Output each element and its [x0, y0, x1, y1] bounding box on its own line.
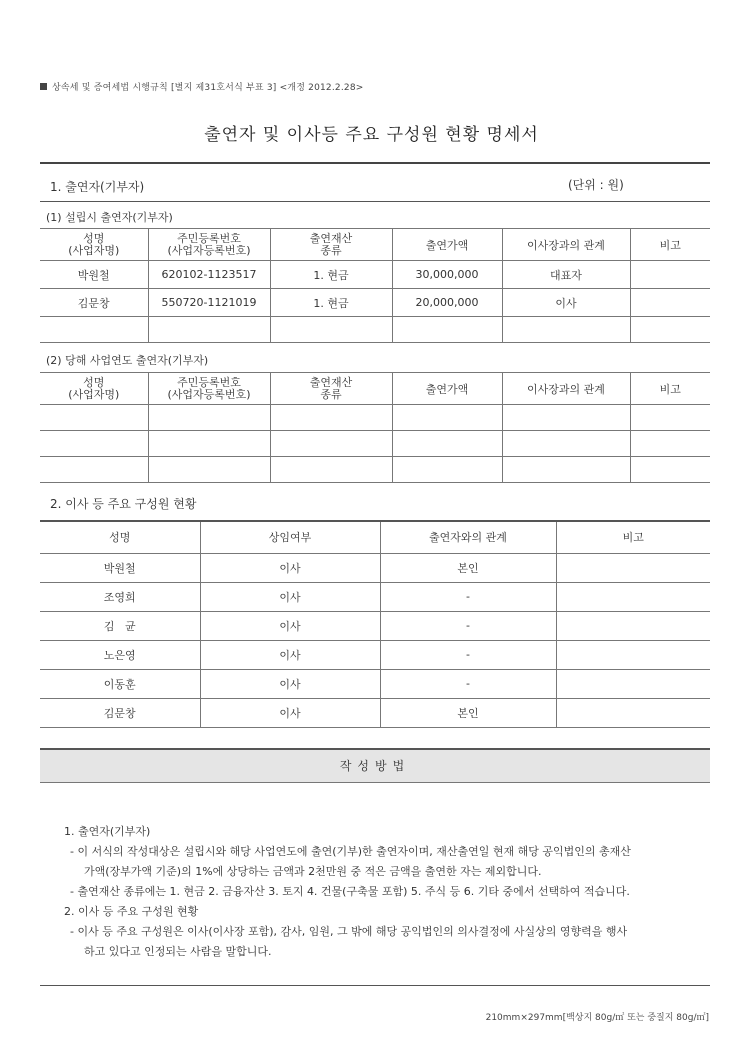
cell: 이동훈	[40, 669, 200, 698]
header-cell: 비고	[556, 521, 710, 553]
cell	[148, 457, 270, 483]
cell: 550720-1121019	[148, 289, 270, 317]
divider	[40, 162, 710, 164]
method-notes	[64, 822, 714, 962]
cell: 본인	[380, 698, 556, 727]
header-cell: 출연가액	[392, 373, 502, 405]
cell: 이사	[200, 698, 380, 727]
cell: 이사	[200, 669, 380, 698]
page-title: 출연자 및 이사등 주요 구성원 현황 명세서	[204, 125, 539, 145]
table-row	[40, 553, 710, 582]
cell	[630, 289, 710, 317]
header-cell: 주민등록번호 (사업자등록번호)	[148, 373, 270, 405]
cell: 이사	[200, 582, 380, 611]
note-line: - 이 서식의 작성대상은 설립시와 해당 사업연도에 출연(기부)한 출연자이며, 재산출연일 현재 해당 공익법인의 총재산	[70, 845, 631, 858]
table-row	[40, 611, 710, 640]
sub1-title: (1) 설립시 출연자(기부자)	[46, 211, 173, 224]
cell	[270, 317, 392, 343]
table-header-row	[40, 373, 710, 405]
table-row	[40, 669, 710, 698]
cell	[630, 457, 710, 483]
sub1-table	[40, 228, 710, 343]
section1-title: 1. 출연자(기부자)	[50, 180, 145, 194]
cell	[630, 317, 710, 343]
table-row	[40, 640, 710, 669]
note-line: 하고 있다고 인정되는 사람을 말합니다.	[84, 945, 272, 958]
cell	[556, 669, 710, 698]
cell	[502, 431, 630, 457]
cell: 이사	[200, 640, 380, 669]
cell	[556, 640, 710, 669]
unit-label: (단위 : 원)	[568, 178, 624, 192]
cell: 조영희	[40, 582, 200, 611]
cell: 20,000,000	[392, 289, 502, 317]
cell: 김 균	[40, 611, 200, 640]
section2-table	[40, 520, 710, 728]
cell	[40, 457, 148, 483]
table-header-row	[40, 229, 710, 261]
sub2-title: (2) 당해 사업연도 출연자(기부자)	[46, 354, 209, 367]
cell	[40, 317, 148, 343]
header-cell: 성명 (사업자명)	[40, 373, 148, 405]
cell	[556, 582, 710, 611]
header-cell: 상임여부	[200, 521, 380, 553]
table-row	[40, 698, 710, 727]
cell: 30,000,000	[392, 261, 502, 289]
note-line: - 이사 등 주요 구성원은 이사(이사장 포함), 감사, 임원, 그 밖에 해당 공익법인의 의사결정에 사실상의 영향력을 행사	[70, 925, 628, 938]
cell	[392, 431, 502, 457]
cell: 620102-1123517	[148, 261, 270, 289]
divider	[40, 985, 710, 986]
cell	[148, 405, 270, 431]
cell	[270, 457, 392, 483]
header-cell: 이사장과의 관계	[502, 373, 630, 405]
note-line: 가액(장부가액 기준)의 1%에 상당하는 금액과 2천만원 중 적은 금액을 출연한 자는 제외합니다.	[84, 865, 542, 878]
header-cell: 출연가액	[392, 229, 502, 261]
cell: 1. 현금	[270, 289, 392, 317]
header-cell: 출연재산 종류	[270, 373, 392, 405]
cell: 김문창	[40, 289, 148, 317]
header-cell: 이사장과의 관계	[502, 229, 630, 261]
cell	[502, 405, 630, 431]
header-cell: 성명 (사업자명)	[40, 229, 148, 261]
header-cell: 출연자와의 관계	[380, 521, 556, 553]
cell	[148, 431, 270, 457]
table-row	[40, 261, 710, 289]
cell: -	[380, 669, 556, 698]
cell	[270, 431, 392, 457]
section2-title: 2. 이사 등 주요 구성원 현황	[50, 497, 197, 511]
square-bullet-icon	[40, 83, 47, 90]
cell: 김문창	[40, 698, 200, 727]
form-reference-note: 상속세 및 증여세법 시행규칙 [별지 제31호서식 부표 3] <개정 2012.2.28>	[40, 80, 364, 93]
table-row	[40, 317, 710, 343]
cell: 노은영	[40, 640, 200, 669]
paper-spec: 210mm×297mm[백상지 80g/㎡ 또는 중질지 80g/㎡]	[485, 1013, 709, 1023]
cell	[40, 431, 148, 457]
cell	[148, 317, 270, 343]
cell	[502, 457, 630, 483]
sub2-table	[40, 372, 710, 483]
cell	[392, 405, 502, 431]
cell	[556, 611, 710, 640]
header-cell: 비고	[630, 373, 710, 405]
method-header-bar	[40, 748, 710, 783]
note-line: 1. 출연자(기부자)	[64, 825, 151, 838]
cell	[630, 261, 710, 289]
table-row	[40, 289, 710, 317]
cell: 대표자	[502, 261, 630, 289]
cell: 이사	[200, 553, 380, 582]
cell: 이사	[502, 289, 630, 317]
table-header-row	[40, 521, 710, 553]
table-row	[40, 457, 710, 483]
cell: -	[380, 640, 556, 669]
header-cell: 비고	[630, 229, 710, 261]
cell	[40, 405, 148, 431]
cell: -	[380, 611, 556, 640]
note-line: 2. 이사 등 주요 구성원 현황	[64, 905, 199, 918]
cell	[556, 553, 710, 582]
header-cell: 출연재산 종류	[270, 229, 392, 261]
cell	[392, 457, 502, 483]
method-title: 작성방법	[339, 759, 411, 773]
cell	[502, 317, 630, 343]
cell: 이사	[200, 611, 380, 640]
header-cell: 성명	[40, 521, 200, 553]
table-row	[40, 405, 710, 431]
cell: 1. 현금	[270, 261, 392, 289]
cell: 박원철	[40, 553, 200, 582]
note-line: - 출연재산 종류에는 1. 현금 2. 금융자산 3. 토지 4. 건물(구축물 포함) 5. 주식 등 6. 기타 중에서 선택하여 적습니다.	[70, 885, 630, 898]
cell	[270, 405, 392, 431]
table-row	[40, 431, 710, 457]
cell	[630, 431, 710, 457]
cell	[630, 405, 710, 431]
cell: 본인	[380, 553, 556, 582]
divider	[40, 201, 710, 202]
cell: 박원철	[40, 261, 148, 289]
cell	[556, 698, 710, 727]
cell	[392, 317, 502, 343]
table-row	[40, 582, 710, 611]
header-cell: 주민등록번호 (사업자등록번호)	[148, 229, 270, 261]
cell: -	[380, 582, 556, 611]
